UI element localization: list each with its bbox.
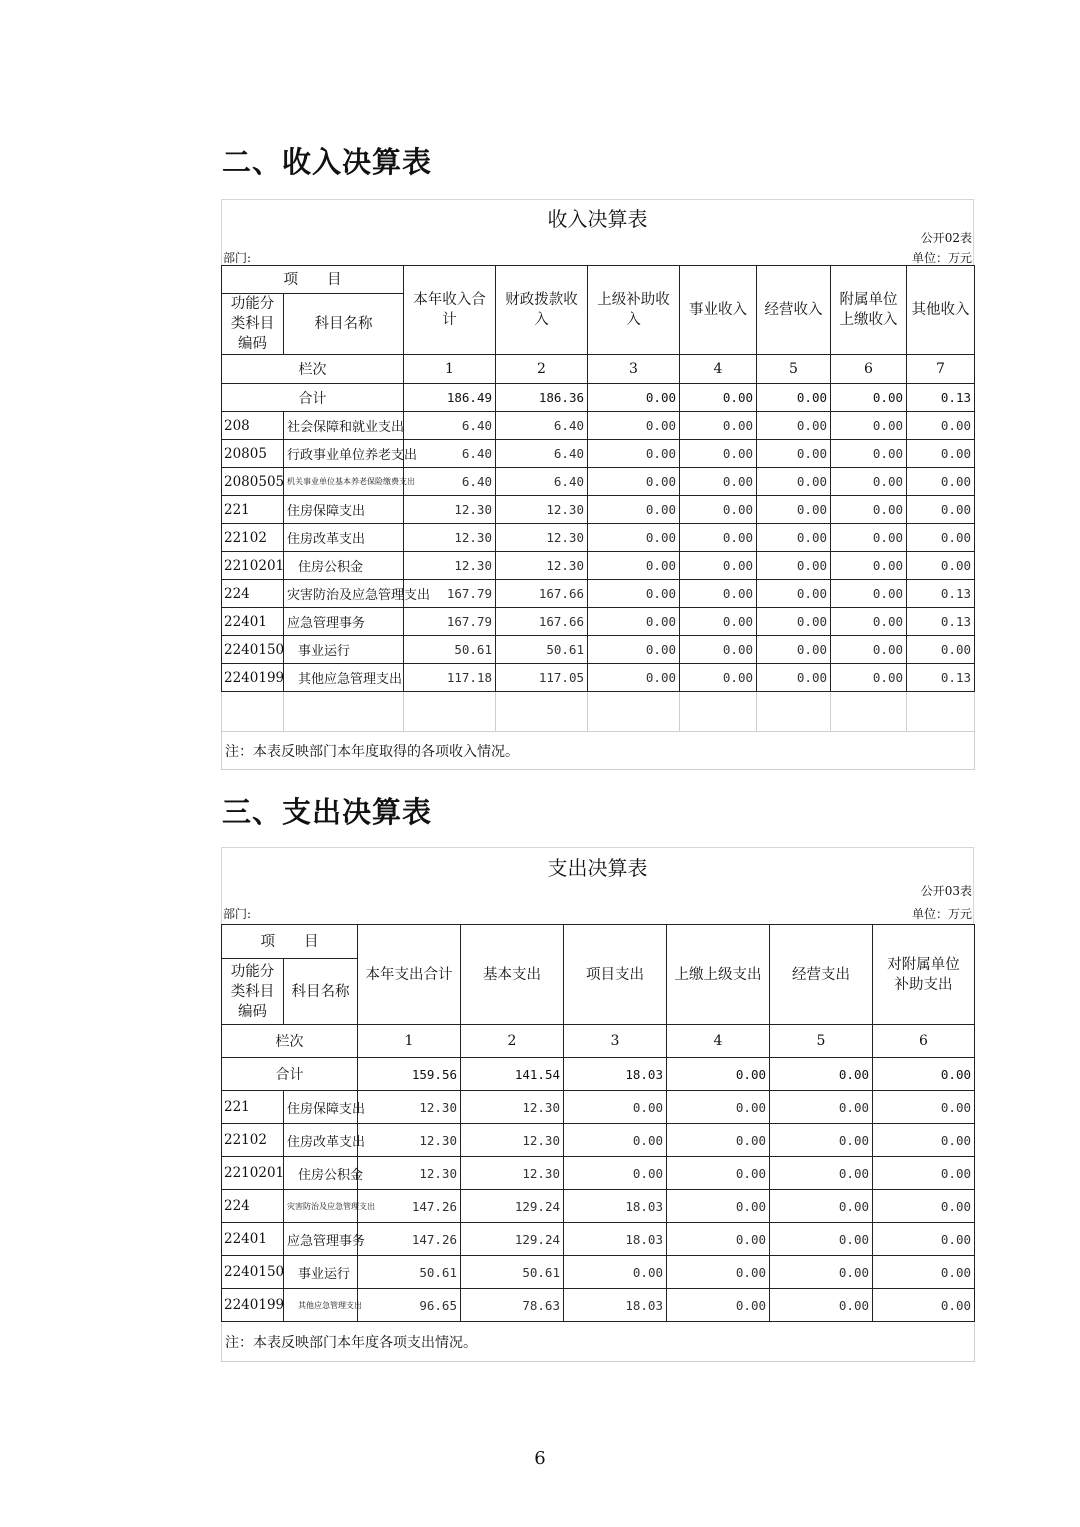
income-col-header: 附属单位上缴收入 bbox=[831, 266, 907, 355]
income-row-index: 5 bbox=[757, 355, 831, 384]
income-total-row bbox=[222, 384, 975, 412]
table-row bbox=[222, 636, 975, 664]
table-row bbox=[222, 664, 975, 692]
expense-table bbox=[221, 924, 975, 1362]
income-section-title: 二、收入决算表 bbox=[222, 145, 433, 179]
income-sheet bbox=[221, 199, 974, 770]
amount-cell: 0.00 bbox=[873, 1190, 975, 1223]
income-empty-cell bbox=[680, 692, 757, 732]
amount-cell: 0.13 bbox=[907, 664, 975, 692]
table-row bbox=[222, 1256, 975, 1289]
subject-code: 221 bbox=[222, 496, 284, 524]
table-row bbox=[222, 1124, 975, 1157]
income-total-value: 186.49 bbox=[404, 384, 496, 412]
expense-section-title: 三、支出决算表 bbox=[222, 795, 433, 829]
amount-cell: 0.00 bbox=[831, 608, 907, 636]
subject-code: 2210201 bbox=[222, 1157, 284, 1190]
amount-cell: 96.65 bbox=[358, 1289, 461, 1322]
expense-sheet bbox=[221, 847, 974, 1367]
income-col-header: 事业收入 bbox=[680, 266, 757, 355]
expense-row-index: 4 bbox=[667, 1025, 770, 1058]
amount-cell: 0.00 bbox=[667, 1157, 770, 1190]
expense-row-index-label: 栏次 bbox=[222, 1025, 358, 1058]
amount-cell: 0.00 bbox=[680, 440, 757, 468]
income-row-index: 6 bbox=[831, 355, 907, 384]
expense-total-value: 0.00 bbox=[873, 1058, 975, 1091]
amount-cell: 0.00 bbox=[757, 468, 831, 496]
subject-name: 灾害防治及应急管理支出 bbox=[284, 580, 404, 608]
income-header-code: 功能分类科目编码 bbox=[222, 294, 284, 355]
subject-name: 住房改革支出 bbox=[284, 524, 404, 552]
expense-note: 注：本表反映部门本年度各项支出情况。 bbox=[222, 1322, 975, 1362]
subject-name: 住房公积金 bbox=[284, 552, 404, 580]
subject-name: 其他应急管理支出 bbox=[284, 1289, 358, 1322]
expense-total-row bbox=[222, 1058, 975, 1091]
amount-cell: 0.00 bbox=[907, 468, 975, 496]
amount-cell: 0.00 bbox=[873, 1256, 975, 1289]
amount-cell: 0.00 bbox=[831, 440, 907, 468]
expense-total-value: 141.54 bbox=[461, 1058, 564, 1091]
amount-cell: 0.00 bbox=[588, 468, 680, 496]
amount-cell: 0.00 bbox=[770, 1157, 873, 1190]
amount-cell: 0.00 bbox=[831, 580, 907, 608]
amount-cell: 0.00 bbox=[680, 664, 757, 692]
expense-dept-label: 部门: bbox=[223, 907, 252, 921]
income-total-value: 0.00 bbox=[588, 384, 680, 412]
amount-cell: 50.61 bbox=[404, 636, 496, 664]
table-row bbox=[222, 524, 975, 552]
income-empty-cell bbox=[284, 692, 404, 732]
expense-col-header: 上缴上级支出 bbox=[667, 925, 770, 1025]
amount-cell: 117.18 bbox=[404, 664, 496, 692]
income-header-item: 项 目 bbox=[222, 266, 404, 294]
amount-cell: 0.00 bbox=[907, 552, 975, 580]
amount-cell: 0.00 bbox=[588, 412, 680, 440]
amount-cell: 12.30 bbox=[496, 496, 588, 524]
income-col-header: 本年收入合计 bbox=[404, 266, 496, 355]
amount-cell: 147.26 bbox=[358, 1190, 461, 1223]
income-empty-cell bbox=[588, 692, 680, 732]
amount-cell: 0.00 bbox=[564, 1256, 667, 1289]
amount-cell: 0.00 bbox=[588, 580, 680, 608]
amount-cell: 12.30 bbox=[358, 1124, 461, 1157]
income-col-header: 其他收入 bbox=[907, 266, 975, 355]
subject-name: 应急管理事务 bbox=[284, 1223, 358, 1256]
expense-header-code: 功能分类科目编码 bbox=[222, 959, 284, 1025]
income-col-header: 经营收入 bbox=[757, 266, 831, 355]
table-row bbox=[222, 608, 975, 636]
income-total-label: 合计 bbox=[222, 384, 404, 412]
income-row-index: 4 bbox=[680, 355, 757, 384]
income-row-index: 1 bbox=[404, 355, 496, 384]
amount-cell: 0.13 bbox=[907, 580, 975, 608]
amount-cell: 0.00 bbox=[757, 524, 831, 552]
amount-cell: 0.00 bbox=[757, 580, 831, 608]
amount-cell: 0.00 bbox=[680, 580, 757, 608]
subject-name: 住房保障支出 bbox=[284, 1091, 358, 1124]
income-table bbox=[221, 265, 975, 770]
amount-cell: 0.00 bbox=[770, 1223, 873, 1256]
subject-code: 22102 bbox=[222, 524, 284, 552]
amount-cell: 167.66 bbox=[496, 580, 588, 608]
amount-cell: 0.00 bbox=[680, 468, 757, 496]
income-empty-cell bbox=[757, 692, 831, 732]
amount-cell: 12.30 bbox=[461, 1124, 564, 1157]
amount-cell: 6.40 bbox=[496, 440, 588, 468]
income-total-value: 0.13 bbox=[907, 384, 975, 412]
amount-cell: 0.00 bbox=[907, 412, 975, 440]
subject-code: 224 bbox=[222, 1190, 284, 1223]
amount-cell: 0.00 bbox=[757, 412, 831, 440]
amount-cell: 0.00 bbox=[873, 1223, 975, 1256]
amount-cell: 12.30 bbox=[461, 1091, 564, 1124]
amount-cell: 0.00 bbox=[588, 608, 680, 636]
amount-cell: 0.00 bbox=[873, 1289, 975, 1322]
table-row bbox=[222, 1289, 975, 1322]
expense-row-index: 5 bbox=[770, 1025, 873, 1058]
table-row bbox=[222, 580, 975, 608]
amount-cell: 50.61 bbox=[461, 1256, 564, 1289]
amount-cell: 0.00 bbox=[831, 468, 907, 496]
expense-col-header: 经营支出 bbox=[770, 925, 873, 1025]
income-total-value: 0.00 bbox=[680, 384, 757, 412]
amount-cell: 0.00 bbox=[564, 1157, 667, 1190]
amount-cell: 0.00 bbox=[873, 1157, 975, 1190]
amount-cell: 6.40 bbox=[404, 468, 496, 496]
expense-col-header: 项目支出 bbox=[564, 925, 667, 1025]
income-empty-cell bbox=[907, 692, 975, 732]
amount-cell: 6.40 bbox=[404, 412, 496, 440]
expense-total-label: 合计 bbox=[222, 1058, 358, 1091]
subject-code: 224 bbox=[222, 580, 284, 608]
amount-cell: 0.00 bbox=[831, 636, 907, 664]
amount-cell: 12.30 bbox=[404, 552, 496, 580]
amount-cell: 18.03 bbox=[564, 1289, 667, 1322]
income-header-name: 科目名称 bbox=[284, 294, 404, 355]
table-row bbox=[222, 440, 975, 468]
amount-cell: 18.03 bbox=[564, 1223, 667, 1256]
amount-cell: 0.00 bbox=[770, 1091, 873, 1124]
subject-code: 221 bbox=[222, 1091, 284, 1124]
table-row bbox=[222, 496, 975, 524]
amount-cell: 0.00 bbox=[680, 608, 757, 636]
amount-cell: 0.00 bbox=[588, 496, 680, 524]
amount-cell: 117.05 bbox=[496, 664, 588, 692]
subject-name: 其他应急管理支出 bbox=[284, 664, 404, 692]
amount-cell: 12.30 bbox=[461, 1157, 564, 1190]
subject-name: 住房公积金 bbox=[284, 1157, 358, 1190]
subject-name: 住房保障支出 bbox=[284, 496, 404, 524]
amount-cell: 0.00 bbox=[831, 552, 907, 580]
amount-cell: 12.30 bbox=[496, 552, 588, 580]
income-col-header: 财政拨款收入 bbox=[496, 266, 588, 355]
amount-cell: 0.00 bbox=[907, 440, 975, 468]
expense-col-header: 基本支出 bbox=[461, 925, 564, 1025]
amount-cell: 0.00 bbox=[564, 1124, 667, 1157]
amount-cell: 0.00 bbox=[588, 440, 680, 468]
amount-cell: 12.30 bbox=[404, 524, 496, 552]
amount-cell: 0.00 bbox=[680, 552, 757, 580]
expense-form-number: 公开03表 bbox=[920, 884, 972, 898]
expense-unit-label: 单位：万元 bbox=[911, 907, 972, 921]
income-empty-cell bbox=[222, 692, 284, 732]
subject-name: 住房改革支出 bbox=[284, 1124, 358, 1157]
amount-cell: 0.00 bbox=[770, 1289, 873, 1322]
subject-code: 208 bbox=[222, 412, 284, 440]
amount-cell: 0.00 bbox=[831, 664, 907, 692]
subject-code: 20805 bbox=[222, 440, 284, 468]
income-row-index: 2 bbox=[496, 355, 588, 384]
income-table-title: 收入决算表 bbox=[547, 207, 648, 231]
amount-cell: 12.30 bbox=[358, 1091, 461, 1124]
amount-cell: 12.30 bbox=[358, 1157, 461, 1190]
subject-code: 2240199 bbox=[222, 1289, 284, 1322]
expense-col-header: 本年支出合计 bbox=[358, 925, 461, 1025]
subject-code: 2080505 bbox=[222, 468, 284, 496]
amount-cell: 0.00 bbox=[770, 1190, 873, 1223]
amount-cell: 0.00 bbox=[564, 1091, 667, 1124]
subject-code: 22401 bbox=[222, 608, 284, 636]
amount-cell: 0.00 bbox=[588, 664, 680, 692]
income-total-value: 0.00 bbox=[757, 384, 831, 412]
amount-cell: 167.79 bbox=[404, 580, 496, 608]
income-row-index: 7 bbox=[907, 355, 975, 384]
income-row-index: 3 bbox=[588, 355, 680, 384]
amount-cell: 18.03 bbox=[564, 1190, 667, 1223]
table-row bbox=[222, 1223, 975, 1256]
income-row-index-label: 栏次 bbox=[222, 355, 404, 384]
amount-cell: 0.00 bbox=[588, 524, 680, 552]
table-row bbox=[222, 1091, 975, 1124]
income-form-number: 公开02表 bbox=[920, 231, 972, 245]
subject-code: 22401 bbox=[222, 1223, 284, 1256]
amount-cell: 12.30 bbox=[496, 524, 588, 552]
amount-cell: 50.61 bbox=[358, 1256, 461, 1289]
amount-cell: 0.00 bbox=[667, 1091, 770, 1124]
amount-cell: 0.00 bbox=[831, 524, 907, 552]
amount-cell: 0.00 bbox=[757, 636, 831, 664]
income-total-value: 186.36 bbox=[496, 384, 588, 412]
amount-cell: 0.00 bbox=[873, 1124, 975, 1157]
expense-header-item: 项 目 bbox=[222, 925, 358, 959]
amount-cell: 6.40 bbox=[404, 440, 496, 468]
amount-cell: 0.00 bbox=[873, 1091, 975, 1124]
amount-cell: 129.24 bbox=[461, 1190, 564, 1223]
amount-cell: 167.79 bbox=[404, 608, 496, 636]
table-row bbox=[222, 468, 975, 496]
income-unit-label: 单位：万元 bbox=[911, 251, 972, 265]
amount-cell: 0.00 bbox=[831, 412, 907, 440]
expense-total-value: 18.03 bbox=[564, 1058, 667, 1091]
amount-cell: 0.00 bbox=[588, 552, 680, 580]
expense-row-index: 2 bbox=[461, 1025, 564, 1058]
amount-cell: 0.00 bbox=[907, 636, 975, 664]
amount-cell: 0.00 bbox=[757, 552, 831, 580]
amount-cell: 78.63 bbox=[461, 1289, 564, 1322]
subject-name: 应急管理事务 bbox=[284, 608, 404, 636]
amount-cell: 0.00 bbox=[667, 1256, 770, 1289]
amount-cell: 0.00 bbox=[907, 524, 975, 552]
subject-name: 社会保障和就业支出 bbox=[284, 412, 404, 440]
income-total-value: 0.00 bbox=[831, 384, 907, 412]
table-row bbox=[222, 1157, 975, 1190]
subject-name: 事业运行 bbox=[284, 1256, 358, 1289]
expense-frame-top bbox=[221, 847, 974, 848]
amount-cell: 0.00 bbox=[667, 1124, 770, 1157]
amount-cell: 0.00 bbox=[667, 1289, 770, 1322]
amount-cell: 0.00 bbox=[588, 636, 680, 664]
amount-cell: 0.13 bbox=[907, 608, 975, 636]
subject-code: 22102 bbox=[222, 1124, 284, 1157]
amount-cell: 0.00 bbox=[667, 1223, 770, 1256]
amount-cell: 0.00 bbox=[680, 636, 757, 664]
amount-cell: 0.00 bbox=[770, 1124, 873, 1157]
subject-name: 行政事业单位养老支出 bbox=[284, 440, 404, 468]
amount-cell: 6.40 bbox=[496, 412, 588, 440]
income-col-header: 上级补助收入 bbox=[588, 266, 680, 355]
expense-row-index: 6 bbox=[873, 1025, 975, 1058]
table-row bbox=[222, 1190, 975, 1223]
expense-header-name: 科目名称 bbox=[284, 959, 358, 1025]
expense-row-index: 1 bbox=[358, 1025, 461, 1058]
subject-code: 2240150 bbox=[222, 636, 284, 664]
amount-cell: 0.00 bbox=[757, 608, 831, 636]
expense-total-value: 0.00 bbox=[667, 1058, 770, 1091]
income-empty-cell bbox=[404, 692, 496, 732]
amount-cell: 0.00 bbox=[680, 412, 757, 440]
subject-name: 灾害防治及应急管理支出 bbox=[284, 1190, 358, 1223]
amount-cell: 0.00 bbox=[757, 664, 831, 692]
amount-cell: 147.26 bbox=[358, 1223, 461, 1256]
subject-name: 事业运行 bbox=[284, 636, 404, 664]
table-row bbox=[222, 552, 975, 580]
table-row bbox=[222, 412, 975, 440]
amount-cell: 0.00 bbox=[831, 496, 907, 524]
amount-cell: 0.00 bbox=[757, 496, 831, 524]
amount-cell: 0.00 bbox=[667, 1190, 770, 1223]
income-note: 注：本表反映部门本年度取得的各项收入情况。 bbox=[222, 732, 975, 770]
expense-total-value: 159.56 bbox=[358, 1058, 461, 1091]
subject-code: 2240150 bbox=[222, 1256, 284, 1289]
expense-table-title: 支出决算表 bbox=[547, 856, 648, 880]
income-empty-cell bbox=[831, 692, 907, 732]
amount-cell: 0.00 bbox=[757, 440, 831, 468]
income-frame-top bbox=[221, 199, 974, 200]
expense-col-header: 对附属单位补助支出 bbox=[873, 925, 975, 1025]
subject-name: 机关事业单位基本养老保险缴费支出 bbox=[284, 468, 404, 496]
subject-code: 2210201 bbox=[222, 552, 284, 580]
amount-cell: 167.66 bbox=[496, 608, 588, 636]
amount-cell: 0.00 bbox=[770, 1256, 873, 1289]
subject-code: 2240199 bbox=[222, 664, 284, 692]
income-dept-label: 部门: bbox=[223, 251, 252, 265]
amount-cell: 50.61 bbox=[496, 636, 588, 664]
page-number: 6 bbox=[534, 1448, 546, 1469]
amount-cell: 0.00 bbox=[680, 496, 757, 524]
amount-cell: 0.00 bbox=[680, 524, 757, 552]
amount-cell: 0.00 bbox=[907, 496, 975, 524]
amount-cell: 129.24 bbox=[461, 1223, 564, 1256]
amount-cell: 6.40 bbox=[496, 468, 588, 496]
amount-cell: 12.30 bbox=[404, 496, 496, 524]
expense-row-index: 3 bbox=[564, 1025, 667, 1058]
expense-total-value: 0.00 bbox=[770, 1058, 873, 1091]
income-empty-cell bbox=[496, 692, 588, 732]
